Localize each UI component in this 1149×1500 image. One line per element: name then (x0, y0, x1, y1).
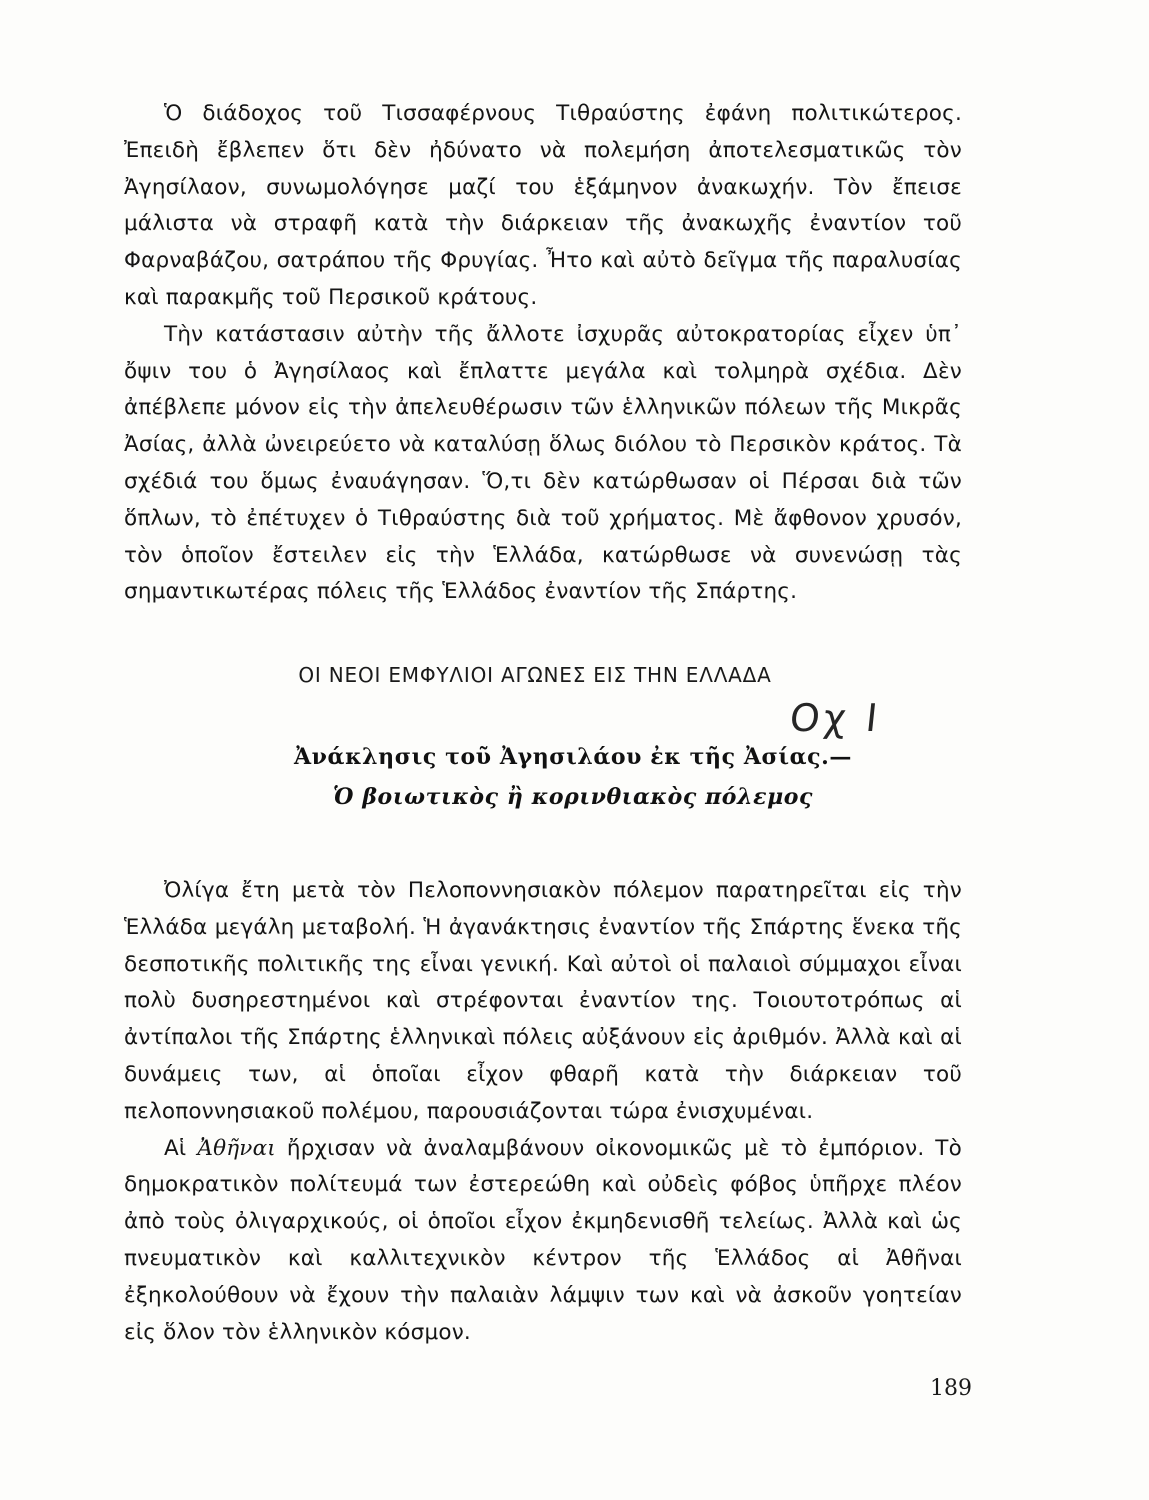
subheading-war: Ὁ βοιωτικὸς ἢ κορινθιακὸς πόλεμος (332, 784, 814, 810)
paragraph: Ὀλίγα ἔτη μετὰ τὸν Πελοποννησιακὸν πόλεμον παρατηρεῖται εἰς τὴν Ἑλλάδα μεγάλη μεταβολή. Ἡ ἀγανάκτησις ἐναντίον τῆς Σπάρτης ἕνεκα τῆς δεσποτικῆς πολιτικῆς της εἶναι γενική. Καὶ αὐτοὶ οἱ παλαιοὶ σύμμαχοι εἶναι πολὺ δυσηρεστημένοι καὶ στρέφονται ἐναντίον της. Τοιουτοτρόπως αἱ ἀντίπαλοι τῆς Σπάρτης ἑλληνικαὶ πόλεις αὐξάνουν εἰς ἀριθμόν. Ἀλλὰ καὶ αἱ δυνάμεις των, αἱ ὁποῖαι εἶχον φθαρῆ κατὰ τὴν διάρκειαν τοῦ πελοποννησιακοῦ πολέμου, παρουσιάζονται τώρα ἐνισχυμέναι. (124, 878, 962, 1124)
handwritten-note: Οχ Ι (787, 696, 884, 740)
emphasized-word: Ἀθῆναι (197, 1135, 276, 1161)
text-block-bottom (124, 873, 962, 1351)
text-block-top (124, 96, 962, 611)
paragraph: Τὴν κατάστασιν αὐτὴν τῆς ἄλλοτε ἰσχυρᾶς αὐτοκρατορίας εἶχεν ὑπ᾽ ὄψιν του ὁ Ἀγησίλαος καὶ ἔπλαττε μεγάλα καὶ τολμηρὰ σχέδια. Δὲν ἀπέβλεπε μόνον εἰς τὴν ἀπελευθέρωσιν τῶν ἑλληνικῶν πόλεων τῆς Μικρᾶς Ἀσίας, ἀλλὰ ὠνειρεύετο νὰ καταλύσῃ ὅλως διόλου τὸ Περσικὸν κράτος. Τὰ σχέδιά του ὅμως ἐναυάγησαν. Ὅ,τι δὲν κατώρθωσαν οἱ Πέρσαι διὰ τῶν ὅπλων, τὸ ἐπέτυχεν ὁ Τιθραύστης διὰ τοῦ χρήματος. Μὲ ἄφθονον χρυσόν, τὸν ὁποῖον ἔστειλεν εἰς τὴν Ἑλλάδα, κατώρθωσε νὰ συνενώσῃ τὰς σημαντικωτέρας πόλεις τῆς Ἑλλάδος ἐναντίον τῆς Σπάρτης. (124, 321, 962, 605)
paragraph-rest: ἤρχισαν νὰ ἀναλαμβάνουν οἰκονομικῶς μὲ τὸ ἐμπόριον. Τὸ δημοκρατικὸν πολίτευμά των ἐστερεώθη καὶ οὐδεὶς φόβος ὑπῆρχε πλέον ἀπὸ τοὺς ὀλιγαρχικούς, οἱ ὁποῖοι εἶχον ἐκμηδενισθῆ τελείως. Ἀλλὰ καὶ ὡς πνευματικὸν καὶ καλλιτεχνικὸν κέντρον τῆς Ἑλλάδος αἱ Ἀθῆναι ἐξηκολούθουν νὰ ἔχουν τὴν παλαιὰν λάμψιν των καὶ νὰ ἀσκοῦν γοητείαν εἰς ὅλον τὸν ἑλληνικὸν κόσμον. (124, 1135, 962, 1345)
paragraph (124, 1131, 962, 1352)
page-number: 189 (930, 1376, 972, 1401)
paragraph: Ὁ διάδοχος τοῦ Τισσαφέρνους Τιθραύστης ἐφάνη πολιτικώτερος. Ἐπειδὴ ἔβλεπεν ὅτι δὲν ἠδύνατο νὰ πολεμήση ἀποτελεσματικῶς τὸν Ἀγησίλαον, συνωμολόγησε μαζί του ἑξάμηνον ἀνακωχήν. Τὸν ἔπεισε μάλιστα νὰ στραφῆ κατὰ τὴν διάρκειαν τῆς ἀνακωχῆς ἐναντίον τοῦ Φαρναβάζου, σατράπου τῆς Φρυγίας. Ἦτο καὶ αὐτὸ δεῖγμα τῆς παραλυσίας καὶ παρακμῆς τοῦ Περσικοῦ κράτους. (124, 101, 962, 310)
subheading-recall: Ἀνάκλησις τοῦ Ἀγησιλάου ἐκ τῆς Ἀσίας.— (294, 744, 852, 770)
section-heading: ΟΙ ΝΕΟΙ ΕΜΦΥΛΙΟΙ ΑΓΩΝΕΣ ΕΙΣ ΤΗΝ ΕΛΛΑΔΑ (298, 663, 772, 687)
paragraph-start: Αἱ (164, 1135, 198, 1161)
